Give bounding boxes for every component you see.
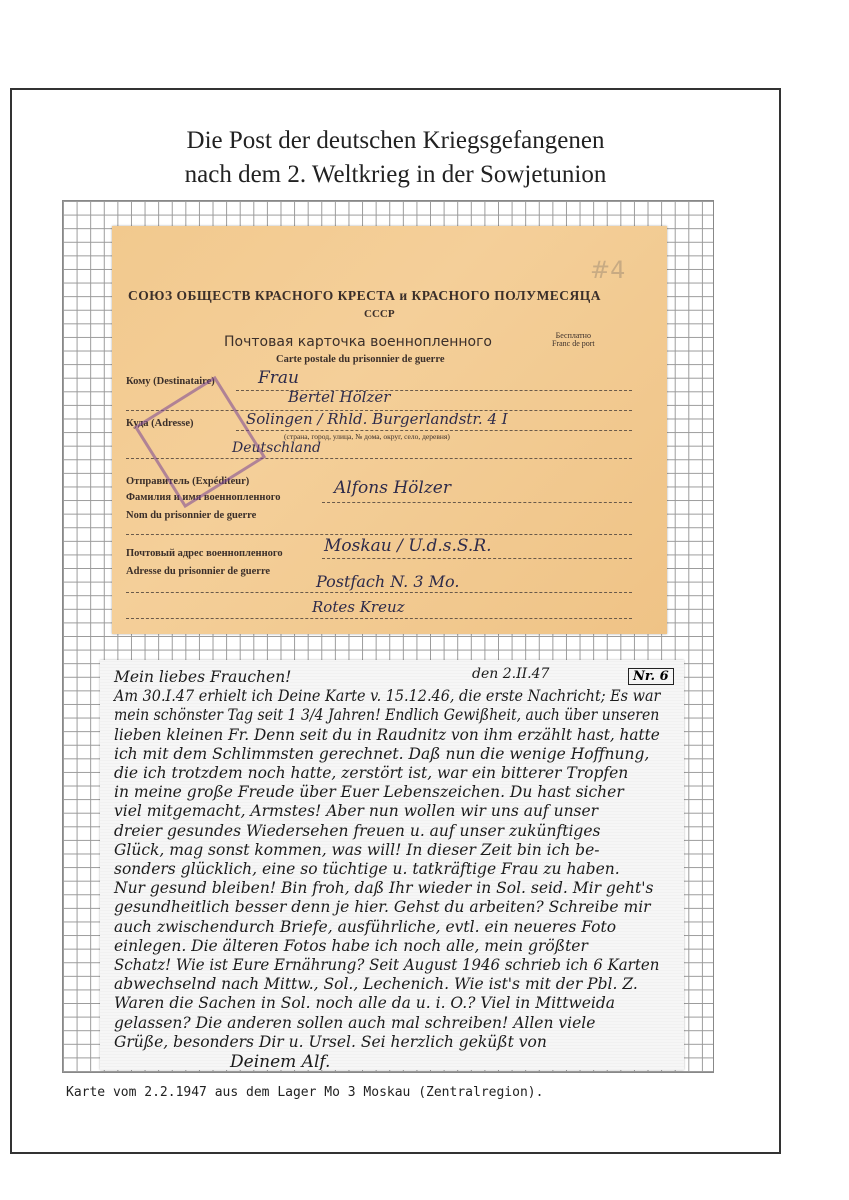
letter-line: lieben kleinen Fr. Denn seit du in Raudnitz von ihm erzählt hast, hatte: [114, 725, 660, 744]
caption: Karte vom 2.2.1947 aus dem Lager Mo 3 Moskau (Zentralregion).: [66, 1085, 544, 1100]
letter-line: ich mit dem Schlimmsten gerechnet. Daß nun die wenige Hoffnung,: [114, 744, 650, 763]
letter-line: Glück, mag sonst kommen, was will! In dieser Zeit bin ich be-: [114, 840, 600, 859]
sender-name-label-fr: Nom du prisonnier de guerre: [126, 510, 257, 521]
rule-7: [322, 558, 632, 559]
letter-line: Waren die Sachen in Sol. noch alle da u. i. O.? Viel in Mittweida: [114, 994, 616, 1013]
rule-8: [126, 592, 632, 593]
free-fr: Franc de port: [552, 339, 595, 348]
sender-value: Alfons Hölzer: [334, 478, 451, 498]
rule-9: [126, 618, 632, 619]
letter-line: abwechselnd nach Mittw., Sol., Lechenich. Wie ist's mit der Pbl. Z.: [114, 975, 638, 994]
handwritten-letter: [100, 660, 684, 1070]
pow-address-line-1: Moskau / U.d.s.S.R.: [324, 536, 492, 556]
rule-3: [236, 430, 632, 431]
letter-line: einlegen. Die älteren Fotos habe ich noch alle, mein größter: [114, 936, 588, 955]
red-cross-header: СОЮЗ ОБЩЕСТВ КРАСНОГО КРЕСТА и КРАСНОГО ПОЛУМЕСЯЦА: [128, 288, 602, 303]
page-title-line-1: Die Post der deutschen Kriegsgefangenen: [186, 127, 605, 154]
address-value: Solingen / Rhld. Burgerlandstr. 4 I: [246, 410, 508, 428]
letter-line: Deinem Alf.: [230, 1052, 331, 1070]
address-hint: (страна, город, улица, № дома, округ, село, деревня): [284, 432, 450, 441]
pow-postcard: [112, 226, 667, 634]
sender-name-label-ru: Фамилия и имя военнопленного: [126, 492, 281, 503]
letter-line: gelassen? Die anderen sollen auch mal schreiben! Allen viele: [114, 1013, 596, 1032]
to-value: Frau: [258, 368, 300, 388]
letter-line: auch zwischendurch Briefe, ausführliche, evtl. ein neueres Foto: [114, 917, 617, 936]
rule-5: [322, 502, 632, 503]
letter-number: Nr. 6: [628, 668, 674, 685]
pow-address-label-fr: Adresse du prisonnier de guerre: [126, 566, 271, 577]
letter-line: Nur gesund bleiben! Bin froh, daß Ihr wieder in Sol. seid. Mir geht's: [114, 879, 654, 898]
pow-address-label-ru: Почтовый адрес военнопленного: [126, 548, 283, 559]
to-label: Кому (Destinataire): [126, 376, 215, 387]
rule-6: [126, 534, 632, 535]
country-value: Deutschland: [232, 440, 321, 456]
recipient-name: Bertel Hölzer: [288, 388, 391, 406]
address-label: Куда (Adresse): [126, 418, 194, 429]
letter-line: dreier gesundes Wiedersehen freuen u. auf unser zukünftiges: [114, 821, 601, 840]
censor-stamp: [134, 376, 266, 508]
letter-line: Am 30.I.47 erhielt ich Deine Karte v. 15.12.46, die erste Nachricht; Es war: [114, 687, 661, 706]
page-title-line-2: nach dem 2. Weltkrieg in der Sowjetunion: [184, 161, 607, 188]
card-title-fr: Carte postale du prisonnier de guerre: [276, 354, 445, 365]
letter-line: in meine große Freude über Euer Lebenszeichen. Du hast sicher: [114, 783, 624, 802]
letter-line: die ich trotzdem noch hatte, zerstört ist, war ein bitterer Tropfen: [114, 764, 629, 782]
pencil-note: #4: [590, 256, 626, 284]
letter-line: Schatz! Wie ist Eure Ernährung? Seit August 1946 schrieb ich 6 Karten: [114, 956, 660, 974]
sender-label: Отправитель (Expéditeur): [126, 476, 250, 487]
letter-line: gesundheitlich besser denn je hier. Gehst du arbeiten? Schreibe mir: [114, 898, 651, 917]
letter-line: sonders glücklich, eine so tüchtige u. tatkräftige Frau zu haben.: [114, 860, 620, 878]
pow-address-line-2: Postfach N. 3 Mo.: [316, 572, 460, 591]
page-title: [10, 124, 781, 192]
card-title-ru: Почтовая карточка военнопленного: [224, 334, 492, 350]
letter-line: Grüße, besonders Dir u. Ursel. Sei herzlich geküßt von: [114, 1032, 547, 1051]
letter-date: den 2.II.47: [472, 666, 550, 682]
letter-line: viel mitgemacht, Armstes! Aber nun wollen wir uns auf unser: [114, 802, 599, 821]
country-ussr: СССР: [364, 308, 395, 320]
letter-line: Mein liebes Frauchen!: [114, 668, 292, 686]
pow-address-line-3: Rotes Kreuz: [312, 598, 405, 616]
free-ru: Бесплатно: [555, 331, 591, 340]
free-of-postage: [552, 332, 595, 348]
letter-line: mein schönster Tag seit 1 3/4 Jahren! Endlich Gewißheit, auch über unseren: [114, 706, 660, 725]
